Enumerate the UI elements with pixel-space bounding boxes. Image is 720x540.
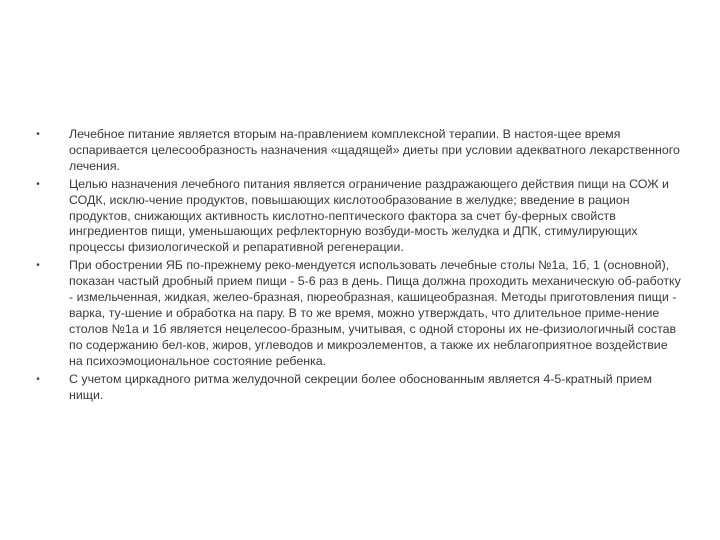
bullet-icon: •: [36, 178, 40, 190]
bullet-text: При обострении ЯБ по-прежнему реко-мендуется использовать лечебные столы №1а, 1б, 1 (основной), показан частый дробный прием пищи - 5-6 раз в день. Пища должна проходить механическую об-работку - измельченная, жидкая, желео-бразная, пюреобразная, кашицеобразная. Методы приготовления пищи - варка, ту-шение и обработка на пару. В то же время, можно утверждать, что длительное приме-нение столов №1а и 1б является нецелесоо-бразным, учитывая, с одной стороны их не-физиологичный состав по содержанию бел-ков, жиров, углеводов и микроэлементов, а также их неблагоприятное воздействие на психоэмоциональное состояние ребенка.: [69, 258, 681, 368]
bullet-item-nutrition-goal: [34, 177, 684, 257]
bullet-text: Целью назначения лечебного питания является ограничение раздражающего действия пищи на СОЖ и СОДК, исклю-чение продуктов, повышающих кислотообразование в желудке; введение в рацион продуктов, снижающих активность кислотно-пептического фактора за счет бу-ферных свойств ингредиентов пищи, уменьшающих рефлекторную возбуди-мость желудка и ДПК, стимулирующих процессы физиологической и репаративной регенерации.: [69, 176, 669, 255]
bullet-list: [34, 127, 684, 405]
bullet-icon: •: [36, 260, 40, 272]
bullet-item-meal-frequency: [34, 372, 684, 404]
bullet-item-diet-tables: [34, 258, 684, 369]
bullet-item-nutrition-therapy: [34, 127, 684, 175]
bullet-text: С учетом циркадного ритма желудочной секреции более обоснованным является 4-5-кратный прием нищи.: [69, 371, 652, 402]
bullet-icon: •: [36, 373, 40, 385]
bullet-text: Лечебное питание является вторым на-правлением комплексной терапии. В настоя-щее время оспаривается целесообразность назначения «щадящей» диеты при условии адекватного лекарственного лечения.: [69, 127, 680, 173]
bullet-icon: •: [36, 129, 40, 140]
